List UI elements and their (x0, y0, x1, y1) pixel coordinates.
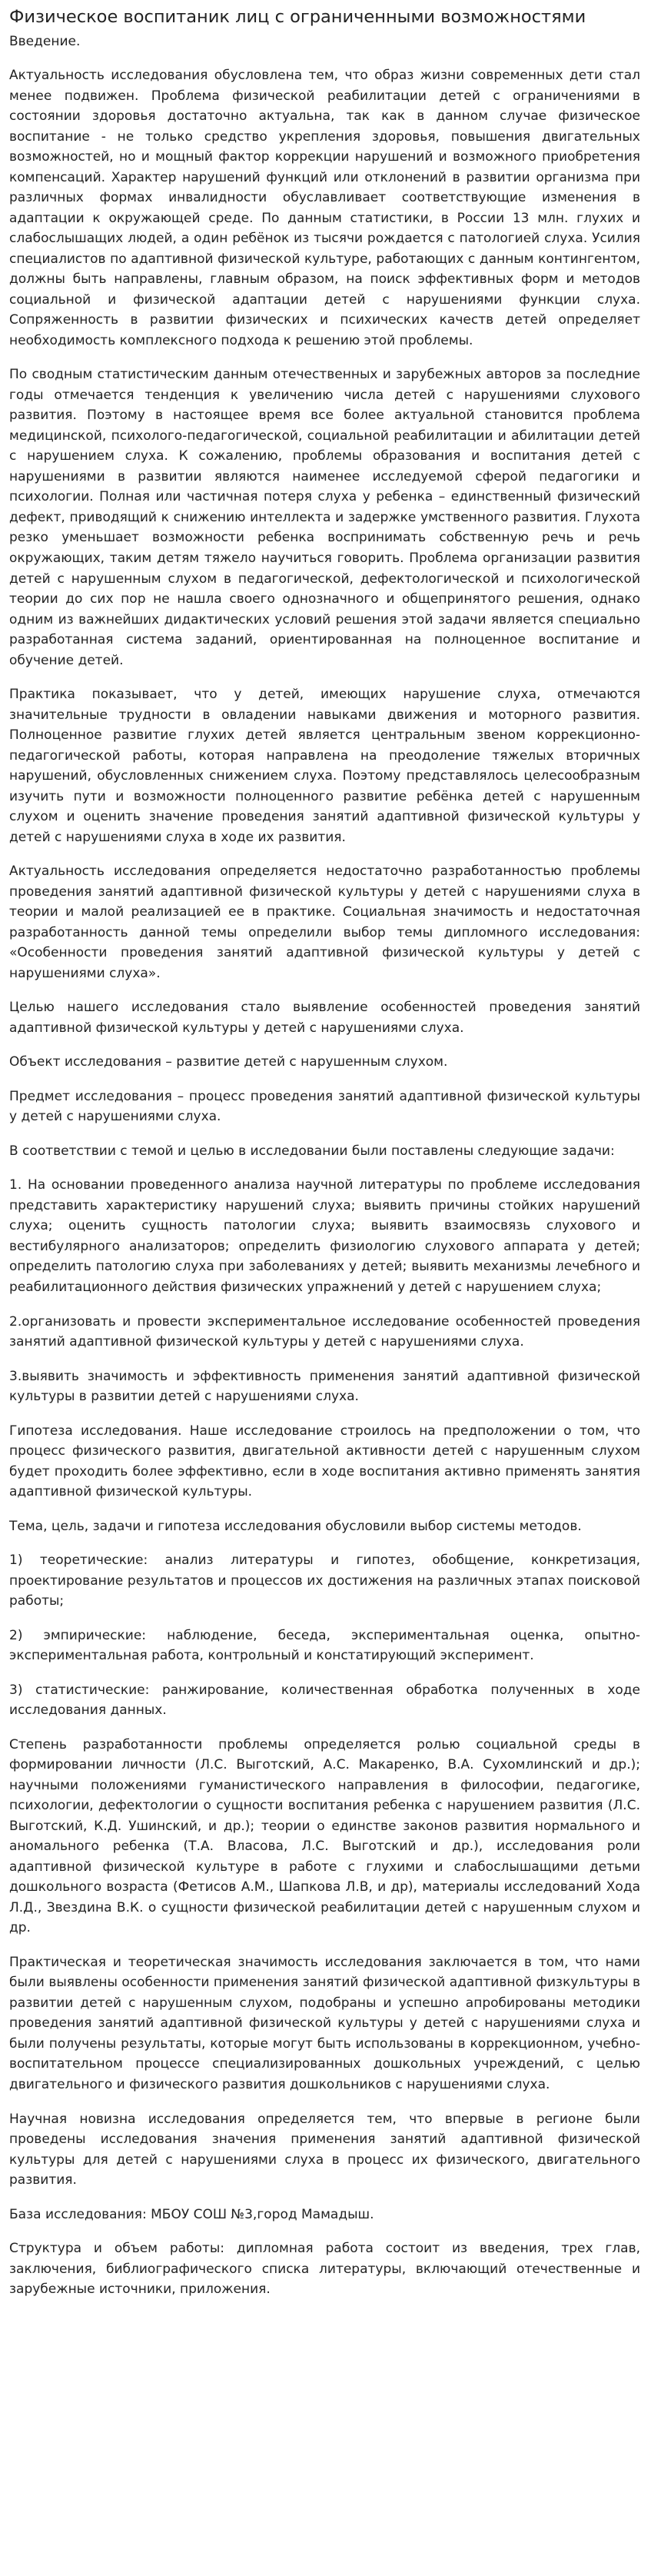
paragraph-research-base: База исследования: МБОУ СОШ №3,город Мамадыш. (9, 2206, 374, 2222)
paragraph-relevance: Актуальность исследования обусловлена тем, что образ жизни современных дети стал менее подвижен. Проблема физической реабилитации детей с ограничениями в состоянии здоровья достаточно актуальна, так как в данном случае физическое воспитание - не только средство укрепления здоровья, повышения двигательных возможностей, но и мощный фактор коррекции нарушений и возможного приобретения компенсаций. Характер нарушений функций или отклонений в развитии организма при различных формах инвалидности обуславливает соответствующие изменения в адаптации к окружающей среде. По данным статистики, в России 13 млн. глухих и слабослышащих людей, а один ребёнок из тысячи рождается с патологией слуха. Усилия специалистов по адаптивной физической культуре, работающих с данным контингентом, должны быть направлены, главным образом, на поиск эффективных форм и методов социальной и физической адаптации детей с нарушениями функции слуха. Сопряженность в развитии физических и психических качеств детей определяет необходимость комплексного подхода к решению этой проблемы. (9, 68, 640, 348)
paragraph-statistics: По сводным статистическим данным отечественных и зарубежных авторов за последние годы отмечается тенденция к увеличению числа детей с нарушениями слухового развития. Поэтому в настоящее время все более актуальной становится проблема медицинской, психолого-педагогической, социальной реабилитации и абилитации детей с нарушением слуха. К сожалению, проблемы образования и воспитания детей с нарушениями в развитии являются наименее исследуемой сферой педагогики и психологии. Полная или частичная потеря слуха у ребенка – единственный физический дефект, приводящий к снижению интеллекта и задержке умственного развития. Глухота резко уменьшает возможности ребенка воспринимать собственную речь и речь окружающих, таким детям тяжело научиться говорить. Проблема организации развития детей с нарушенным слухом в педагогической, дефектологической и психологической теории до сих пор не нашла своего однозначного и общепринятого решения, однако одним из важнейших дидактических условий решения этой задачи является специально разработанная система заданий, ориентированная на полноценное воспитание и обучение детей. (9, 367, 640, 668)
document-title: Физическое воспитаник лиц с ограниченными возможностями (9, 7, 586, 27)
paragraph-object: Объект исследования – развитие детей с нарушенным слухом. (9, 1054, 448, 1070)
paragraph-methods-empirical: 2) эмпирические: наблюдение, беседа, экспериментальная оценка, опытно-экспериментальная работа, контрольный и констатирующий эксперимент. (9, 1627, 640, 1664)
paragraph-significance: Практическая и теоретическая значимость исследования заключается в том, что нами были выявлены особенности применения занятий физической адаптивной физкультуры в развитии детей с нарушенным слухом, подобраны и успешно апробированы методики проведения занятий адаптивной физической культуры у детей с нарушениями слуха и были получены результаты, которые могут быть использованы в коррекционном, учебно-воспитательном процессе специализированных дошкольных учреждений, с целью двигательного и физического развития дошкольников с нарушениями слуха. (9, 1954, 640, 2092)
paragraph-degree-of-development: Степень разработанности проблемы определяется ролью социальной среды в формировании личности (Л.С. Выготский, А.С. Макаренко, В.А. Сухомлинский и др.); научными положениями гуманистического направления в философии, педагогике, психологии, дефектологии о сущности воспитания ребенка с нарушением развития (Л.С. Выготский, К.Д. Ушинский, и др.); теории о единстве законов развития нормального и аномального ребенка (Т.А. Власова, Л.С. Выготский и др.), исследования роли адаптивной физической культуре в работе с глухими и слабослышащими детьми дошкольного возраста (Фетисов А.М., Шапкова Л.В, и др), материалы исследований Хода Л.Д., Звездина В.К. о сущности физической реабилитации детей с нарушенным слухом и др. (9, 1736, 640, 1936)
paragraph-practice: Практика показывает, что у детей, имеющих нарушение слуха, отмечаются значительные трудности в овладении навыками движения и моторного развития. Полноценное развитие глухих детей является центральным звеном коррекционно-педагогической работы, которая направлена на преодоление тяжелых вторичных нарушений, обусловленных снижением слуха. Поэтому представлялось целесообразным изучить пути и возможности полноценного развитие ребёнка детей с нарушенным слухом и оценить значение проведения занятий адаптивной физической культуры у детей с нарушениями слуха в ходе их развития. (9, 687, 640, 845)
paragraph-subject: Предмет исследования – процесс проведения занятий адаптивной физической культуры у детей с нарушениями слуха. (9, 1088, 640, 1125)
paragraph-research-relevance: Актуальность исследования определяется недостаточно разработанностью проблемы проведения занятий адаптивной физической культуры у детей с нарушениями слуха в теории и малой реализацией ее в практике. Социальная значимость и недостаточная разработанность данной темы определили выбор темы дипломного исследования: «Особенности проведения занятий адаптивной физической культуры у детей с нарушениями слуха». (9, 864, 640, 981)
paragraph-methods-theoretical: 1) теоретические: анализ литературы и гипотез, обобщение, конкретизация, проектирование результатов и процессов их достижения на различных этапах поисковой работы; (9, 1553, 640, 1609)
paragraph-tasks-intro: В соответствии с темой и целью в исследовании были поставлены следующие задачи: (9, 1143, 615, 1159)
paragraph-structure: Структура и объем работы: дипломная работа состоит из введения, трех глав, заключения, библиографического списка литературы, включающий отечественные и зарубежные источники, приложения. (9, 2241, 640, 2298)
paragraph-task-2: 2.организовать и провести экспериментальное исследование особенностей проведения занятий адаптивной физической культуры у детей с нарушениями слуха. (9, 1313, 640, 1350)
paragraph-novelty: Научная новизна исследования определяется тем, что впервые в регионе были проведены исследования значения применения занятий адаптивной физической культуры для детей с нарушениями слуха в процесс их физического, двигательного развития. (9, 2111, 640, 2188)
paragraph-methods-intro: Тема, цель, задачи и гипотеза исследования обусловили выбор системы методов. (9, 1518, 582, 1534)
paragraph-hypothesis: Гипотеза исследования. Наше исследование строилось на предположении о том, что процесс физического развития, двигательной активности детей с нарушенным слухом будет проходить более эффективно, если в ходе воспитания активно применять занятия адаптивной физической культуры. (9, 1423, 640, 1500)
paragraph-task-1: 1. На основании проведенного анализа научной литературы по проблеме исследования представить характеристику нарушений слуха; выявить причины стойких нарушений слуха; оценить сущность патологии слуха; выявить взаимосвязь слухового и вестибулярного анализаторов; определить физиологию слухового аппарата у детей; определить патологию слуха при заболеваниях у детей; выявить механизмы лечебного и реабилитационного действия физических упражнений у детей с нарушением слуха; (9, 1177, 640, 1295)
introduction-label: Введение. (9, 33, 81, 49)
paragraph-methods-statistical: 3) статистические: ранжирование, количественная обработка полученных в ходе исследования данных. (9, 1682, 640, 1719)
paragraph-task-3: 3.выявить значимость и эффективность применения занятий адаптивной физической культуры в развитии детей с нарушениями слуха. (9, 1368, 640, 1405)
paragraph-goal: Целью нашего исследования стало выявление особенностей проведения занятий адаптивной физической культуры у детей с нарушениями слуха. (9, 1000, 640, 1036)
